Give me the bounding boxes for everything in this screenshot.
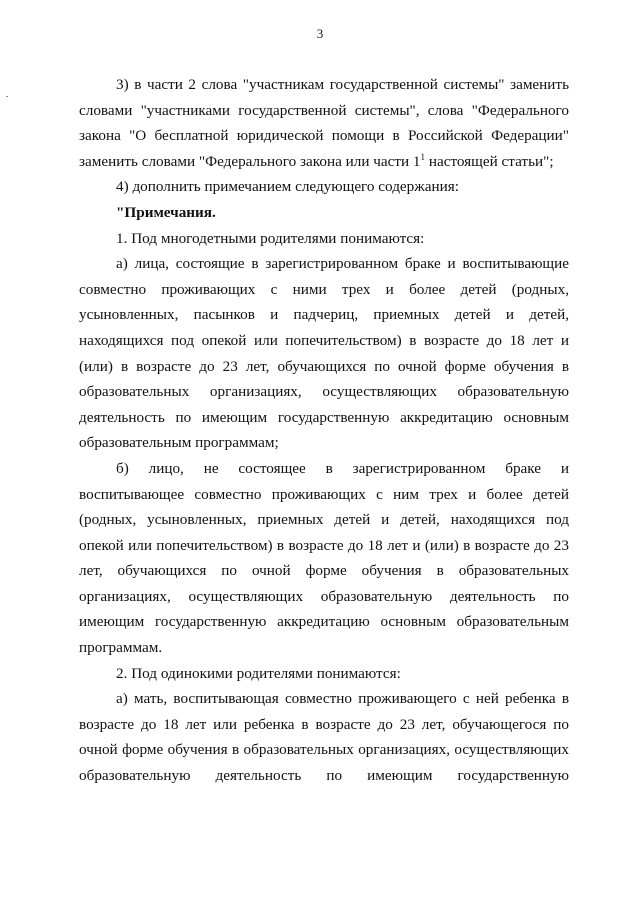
text-line: усыновленных, пасынков и падчериц, приемных детей и детей,	[79, 306, 569, 324]
text-line: словами "участниками государственной системы", слова "Федерального	[79, 101, 569, 119]
text-line: закона "О бесплатной юридической помощи в Российской Федерации"	[79, 127, 569, 145]
text-line: очной форме обучения в образовательных организациях, осуществляющих	[79, 741, 569, 759]
paragraph-notes-heading	[79, 200, 569, 226]
text-line: лет, обучающихся по очной форме обучения в образовательных	[79, 562, 569, 580]
paragraph-note-1a	[79, 251, 569, 456]
text-line: образовательную деятельность по имеющим государственную	[79, 767, 569, 785]
paragraph-note-1b	[79, 456, 569, 661]
text-line: имеющим государственную аккредитацию основным образовательным	[79, 613, 569, 631]
page-number: 3	[316, 26, 324, 41]
text-line: (родных, усыновленных, приемных детей и детей, находящихся под	[79, 511, 569, 529]
text-line: организациях, осуществляющих образовательную деятельность по	[79, 587, 569, 605]
paragraph-note-2	[79, 661, 569, 687]
text-segment: заменить словами "Федерального закона или части 1	[79, 152, 421, 170]
text-line	[79, 149, 569, 175]
paragraph-item-3	[79, 72, 569, 174]
text-line: деятельность по имеющим государственную аккредитацию основным	[79, 408, 569, 426]
paragraph-note-1	[79, 226, 569, 252]
text-line: б) лицо, не состоящее в зарегистрированном браке и	[116, 459, 569, 477]
text-line: (или) в возрасте до 23 лет, обучающихся по очной форме обучения в	[79, 357, 569, 375]
text-line: опекой или попечительством) в возрасте до 18 лет и (или) в возрасте до 23	[79, 536, 569, 554]
text-line: программам.	[79, 639, 163, 657]
paragraph-note-2a	[79, 686, 569, 788]
paragraph-item-4	[79, 174, 569, 200]
text-line: 4) дополнить примечанием следующего содержания:	[116, 178, 459, 196]
superscript: 1	[420, 151, 426, 162]
scan-artifact	[6, 96, 8, 97]
text-line: возрасте до 18 лет или ребенка в возрасте до 23 лет, обучающегося по	[79, 715, 569, 733]
text-line: находящихся под опекой или попечительством) в возрасте до 18 лет и	[79, 331, 569, 349]
text-segment: настоящей статьи";	[425, 152, 554, 170]
text-line: совместно проживающих с ними трех и более детей (родных,	[79, 280, 569, 298]
text-line: а) мать, воспитывающая совместно проживающего с ней ребенка в	[116, 690, 569, 708]
text-line: 1. Под многодетными родителями понимаются:	[116, 229, 425, 247]
text-line: 3) в части 2 слова "участникам государственной системы" заменить	[116, 76, 569, 93]
text-line: а) лица, состоящие в зарегистрированном браке и воспитывающие	[116, 255, 569, 273]
document-body	[79, 72, 569, 789]
text-line: воспитывающее совместно проживающих с ним трех и более детей	[79, 485, 569, 503]
text-line: 2. Под одинокими родителями понимаются:	[116, 664, 401, 682]
text-line: "Примечания.	[116, 203, 216, 221]
text-line: образовательным программам;	[79, 434, 279, 452]
text-line: образовательных организациях, осуществляющих образовательную	[79, 383, 569, 401]
